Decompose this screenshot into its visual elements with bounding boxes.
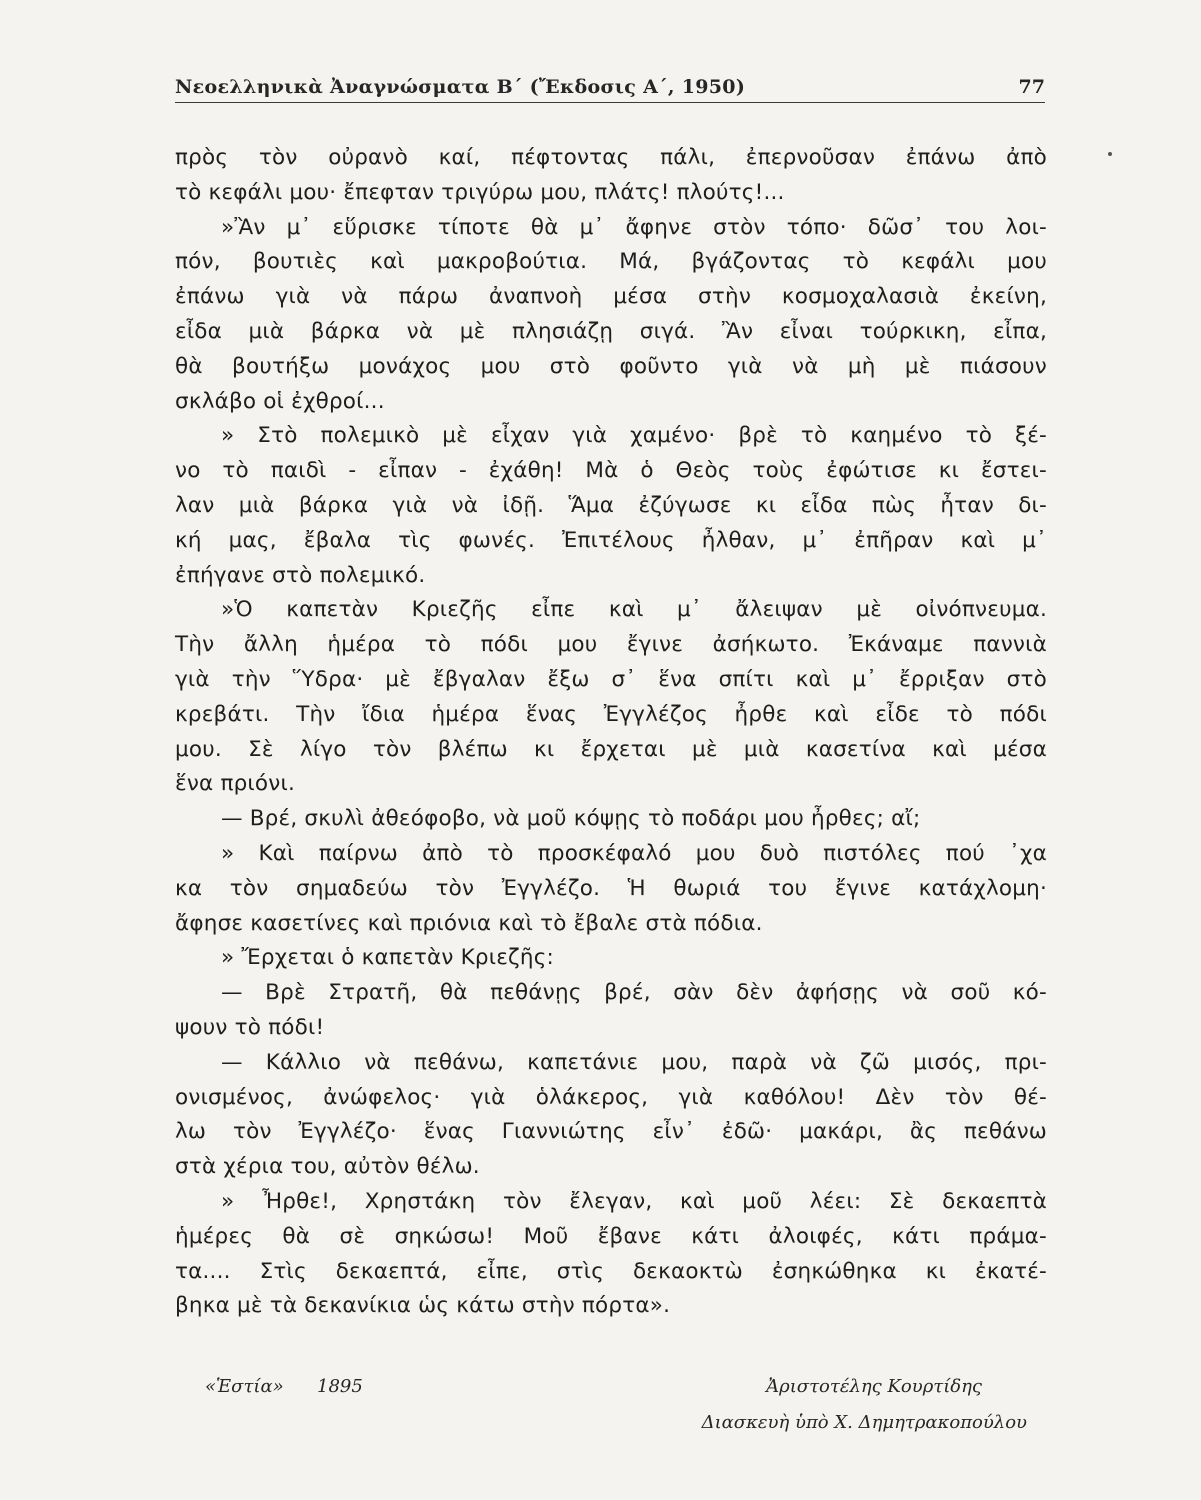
text-line: πόν, βουτιὲς καὶ μακροβούτια. Μά, βγάζοντας τὸ κεφάλι μου bbox=[175, 249, 1047, 275]
text-line: » Ἔρχεται ὁ καπετὰν Κριεζῆς: bbox=[221, 945, 555, 971]
page-header bbox=[175, 76, 1045, 103]
text-line: »Ὁ καπετὰν Κριεζῆς εἶπε καὶ μ᾽ ἄλειψαν μὲ οἰνόπνευμα. bbox=[221, 597, 1047, 623]
text-line: κρεβάτι. Τὴν ἴδια ἡμέρα ἕνας Ἐγγλέζος ἦρθε καὶ εἶδε τὸ πόδι bbox=[175, 701, 1047, 727]
text-line: — Κάλλιο νὰ πεθάνω, καπετάνιε μου, παρὰ νὰ ζῶ μισός, πρι- bbox=[221, 1049, 1047, 1075]
text-line: στὰ χέρια του, αὐτὸν θέλω. bbox=[175, 1154, 480, 1180]
source-title: «Ἑστία» bbox=[205, 1376, 284, 1397]
text-line: ἄφησε κασετίνες καὶ πριόνια καὶ τὸ ἔβαλε στὰ πόδια. bbox=[175, 910, 763, 936]
text-line: — Βρέ, σκυλὶ ἀθεόφοβο, νὰ μοῦ κόψῃς τὸ ποδάρι μου ἦρθες; αἴ; bbox=[221, 806, 921, 832]
text-line: νο τὸ παιδὶ - εἶπαν - ἐχάθη! Μὰ ὁ Θεὸς τοὺς ἐφώτισε κι ἔστει- bbox=[175, 458, 1047, 484]
text-line: » Καὶ παίρνω ἀπὸ τὸ προσκέφαλό μου δυὸ πιστόλες πού ᾽χα bbox=[221, 840, 1047, 866]
text-line: τὸ κεφάλι μου· ἔπεφταν τριγύρω μου, πλάτς! πλούτς!... bbox=[175, 179, 785, 205]
text-line: βηκα μὲ τὰ δεκανίκια ὡς κάτω στὴν πόρτα». bbox=[175, 1293, 671, 1319]
text-line: ἕνα πριόνι. bbox=[175, 771, 295, 797]
text-line: σκλάβο οἱ ἐχθροί... bbox=[175, 388, 385, 414]
text-line: κή μας, ἔβαλα τὶς φωνές. Ἐπιτέλους ἦλθαν, μ᾽ ἐπῆραν καὶ μ᾽ bbox=[175, 527, 1047, 553]
text-line: γιὰ τὴν Ὕδρα· μὲ ἔβγαλαν ἔξω σ᾽ ἕνα σπίτι καὶ μ᾽ ἔρριξαν στὸ bbox=[175, 666, 1047, 692]
author-name: Ἀριστοτέλης Κουρτίδης bbox=[766, 1376, 982, 1397]
adaptation-credit: Διασκευὴ ὑπὸ Χ. Δημητρακοπούλου bbox=[701, 1412, 1027, 1433]
text-line: τα.... Στὶς δεκαεπτά, εἶπε, στὶς δεκαοκτὼ ἐσηκώθηκα κι ἐκατέ- bbox=[175, 1258, 1047, 1284]
text-line: ἐπάνω γιὰ νὰ πάρω ἀναπνοὴ μέσα στὴν κοσμοχαλασιὰ ἐκείνη, bbox=[175, 284, 1047, 310]
text-line: ονισμένος, ἀνώφελος· γιὰ ὁλάκερος, γιὰ καθόλου! Δὲν τὸν θέ- bbox=[175, 1084, 1047, 1110]
page-footer bbox=[205, 1376, 1047, 1436]
ink-speck bbox=[1108, 152, 1112, 156]
text-line: »Ἂν μ᾽ εὕρισκε τίποτε θὰ μ᾽ ἄφηνε στὸν τόπο· δῶσ᾽ του λοι- bbox=[221, 214, 1047, 240]
text-line: ἐπήγανε στὸ πολεμικό. bbox=[175, 562, 426, 588]
text-line: μου. Σὲ λίγο τὸν βλέπω κι ἔρχεται μὲ μιὰ κασετίνα καὶ μέσα bbox=[175, 736, 1047, 762]
running-head: Νεοελληνικὰ Ἀναγνώσματα Β΄ (Ἔκδοσις Α΄, 1950) bbox=[175, 76, 746, 98]
text-line: πρὸς τὸν οὐρανὸ καί, πέφτοντας πάλι, ἐπερνοῦσαν ἐπάνω ἀπὸ bbox=[175, 145, 1047, 170]
text-line: εἶδα μιὰ βάρκα νὰ μὲ πλησιάζῃ σιγά. Ἂν εἶναι τούρκικη, εἶπα, bbox=[175, 318, 1047, 344]
text-line: κα τὸν σημαδεύω τὸν Ἐγγλέζο. Ἡ θωριά του ἔγινε κατάχλομη· bbox=[175, 875, 1047, 901]
text-line: λω τὸν Ἐγγλέζο· ἕνας Γιαννιώτης εἶν᾽ ἐδῶ· μακάρι, ἂς πεθάνω bbox=[175, 1119, 1047, 1145]
text-line: » Στὸ πολεμικὸ μὲ εἶχαν γιὰ χαμένο· βρὲ τὸ καημένο τὸ ξέ- bbox=[221, 423, 1047, 449]
page-number: 77 bbox=[1018, 76, 1045, 98]
body-text bbox=[175, 141, 1047, 1324]
text-line: ψουν τὸ πόδι! bbox=[175, 1014, 325, 1040]
source-year: 1895 bbox=[317, 1376, 363, 1397]
text-line: θὰ βουτήξω μονάχος μου στὸ φοῦντο γιὰ νὰ μὴ μὲ πιάσουν bbox=[175, 353, 1047, 379]
text-line: Τὴν ἄλλη ἡμέρα τὸ πόδι μου ἔγινε ἀσήκωτο. Ἐκάναμε παννιὰ bbox=[175, 632, 1047, 658]
text-line: ἡμέρες θὰ σὲ σηκώσω! Μοῦ ἔβανε κάτι ἀλοιφές, κάτι πράμα- bbox=[175, 1223, 1047, 1249]
text-line: — Βρὲ Στρατῆ, θὰ πεθάνῃς βρέ, σὰν δὲν ἀφήσῃς νὰ σοῦ κό- bbox=[221, 980, 1047, 1006]
text-line: » Ἦρθε!, Χρηστάκη τὸν ἔλεγαν, καὶ μοῦ λέει: Σὲ δεκαεπτὰ bbox=[221, 1188, 1047, 1214]
text-line: λαν μιὰ βάρκα γιὰ νὰ ἰδῇ. Ἅμα ἐζύγωσε κι εἶδα πὼς ἦταν δι- bbox=[175, 492, 1047, 518]
